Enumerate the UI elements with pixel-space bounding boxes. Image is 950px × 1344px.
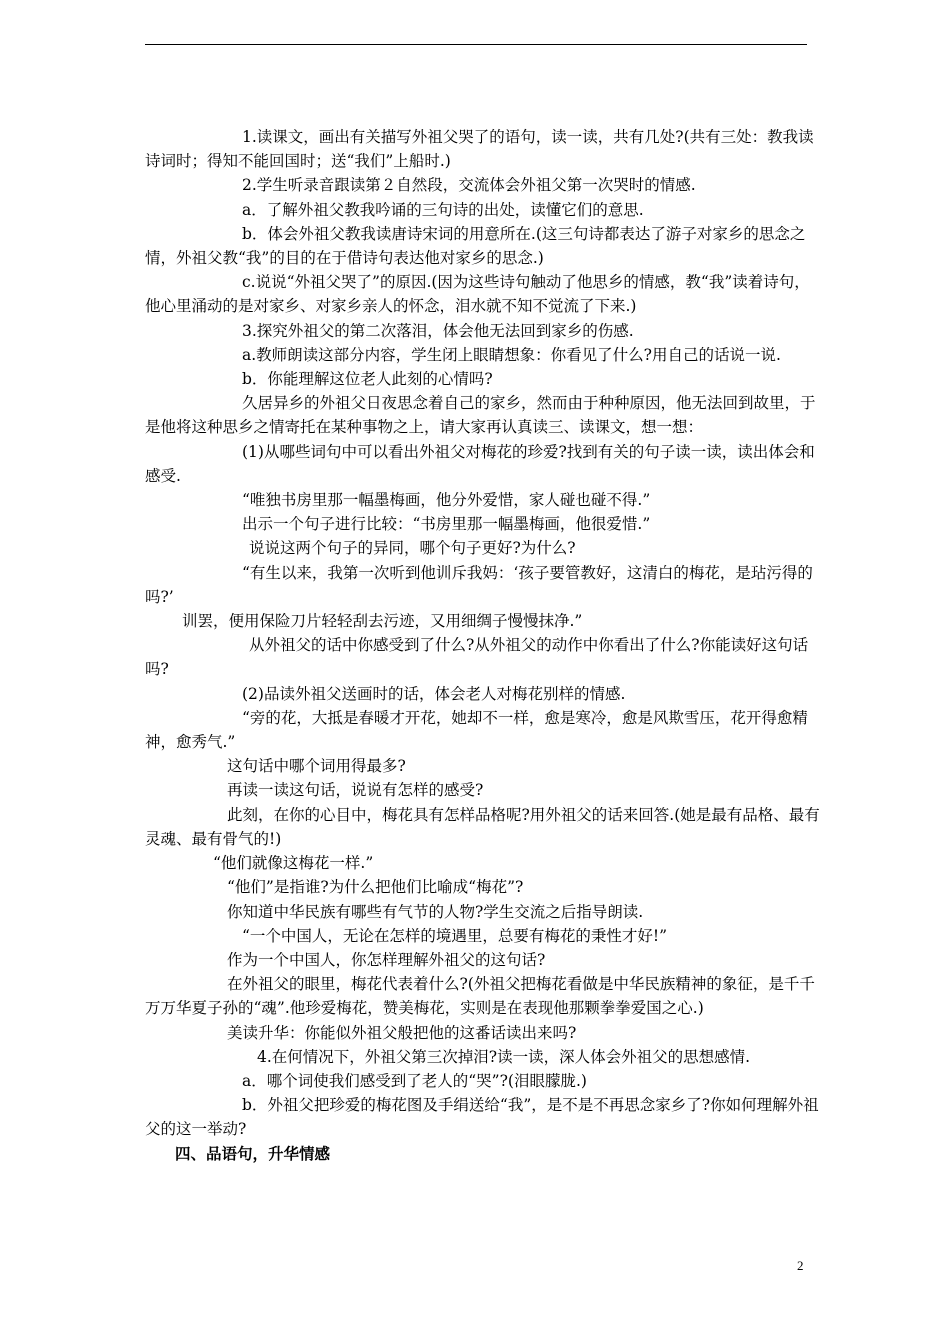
paragraph: 4.在何情况下，外祖父第三次掉泪?读一读，深人体会外祖父的思想感情.: [257, 1047, 751, 1066]
paragraph: “他们”是指谁?为什么把他们比喻成“梅花”?: [227, 878, 524, 897]
paragraph: 这句话中哪个词用得最多?: [227, 757, 406, 776]
paragraph: 说说这两个句子的异同，哪个句子更好?为什么?: [249, 539, 576, 558]
paragraph: 3.探究外祖父的第二次落泪，体会他无法回到家乡的伤感.: [242, 321, 634, 340]
paragraph: 你知道中华民族有哪些有气节的人物?学生交流之后指导朗读.: [227, 902, 644, 921]
paragraph: b．你能理解这位老人此刻的心情吗?: [242, 370, 493, 389]
paragraph: 从外祖父的话中你感受到了什么?从外祖父的动作中你看出了什么?你能读好这句话吗?: [145, 636, 809, 679]
paragraph: 再读一读这句话，说说有怎样的感受?: [227, 781, 484, 800]
paragraph: 在外祖父的眼里，梅花代表着什么?(外祖父把梅花看做是中华民族精神的象征，是千千万万华夏子孙的“魂”.他珍爱梅花，赞美梅花，实则是在表现他那颗拳拳爱国之心.): [145, 975, 815, 1018]
header-rule: [145, 44, 807, 45]
paragraph: 美读升华：你能似外祖父般把他的这番话读出来吗?: [227, 1023, 577, 1042]
paragraph: “他们就像这梅花一样.”: [213, 854, 374, 873]
paragraph: 作为一个中国人，你怎样理解外祖父的这句话?: [227, 950, 546, 969]
paragraph: (2)品读外祖父送画时的话，体会老人对梅花别样的情感.: [242, 684, 626, 703]
paragraph: 久居异乡的外祖父日夜思念着自己的家乡，然而由于种种原因，他无法回到故里，于是他将这种思乡之情寄托在某种事物之上，请大家再认真读三、读课文，想一想：: [145, 394, 816, 437]
paragraph: “有生以来，我第一次听到他训斥我妈：‘孩子要管教好，这清白的梅花，是玷污得的吗?’: [145, 563, 813, 606]
document-body: [145, 125, 825, 1166]
page-number: 2: [797, 1258, 804, 1273]
paragraph: a．了解外祖父教我吟诵的三句诗的出处，读懂它们的意思.: [242, 200, 644, 219]
section-heading: 四、品语句，升华情感: [175, 1143, 331, 1163]
paragraph: (1)从哪些词句中可以看出外祖父对梅花的珍爱?找到有关的句子读一读，读出体会和感受.: [145, 442, 815, 485]
paragraph: 1.读课文，画出有关描写外祖父哭了的语句，读一读，共有几处?(共有三处：教我读诗词时；得知不能回国时；送“我们”上船时.): [145, 128, 814, 171]
paragraph: 2.学生听录音跟读第２自然段，交流体会外祖父第一次哭时的情感.: [242, 176, 696, 195]
paragraph: “一个中国人，无论在怎样的境遇里，总要有梅花的秉性才好!”: [242, 926, 668, 945]
paragraph: b．体会外祖父教我读唐诗宋词的用意所在.(这三句诗都表达了游子对家乡的思念之情，外祖父教“我”的目的在于借诗句表达他对家乡的思念.): [145, 224, 806, 268]
paragraph: “旁的花，大抵是春暖才开花，她却不一样，愈是寒冷，愈是风欺雪压，花开得愈精神，愈秀气.”: [145, 708, 808, 752]
paragraph: c.说说“外祖父哭了”的原因.(因为这些诗句触动了他思乡的情感，教“我”读着诗句，他心里涌动的是对家乡、对家乡亲人的怀念，泪水就不知不觉流了下来.): [145, 273, 810, 316]
paragraph: “唯独书房里那一幅墨梅画，他分外爱惜，家人碰也碰不得.”: [242, 491, 651, 510]
paragraph: 此刻，在你的心目中，梅花具有怎样品格呢?用外祖父的话来回答.(她是最有品格、最有灵魂、最有骨气的!): [145, 805, 820, 848]
paragraph: a.教师朗读这部分内容，学生闭上眼睛想象：你看见了什么?用自己的话说一说.: [242, 345, 781, 364]
paragraph: a．哪个词使我们感受到了老人的“哭”?(泪眼朦胧.): [242, 1071, 587, 1090]
paragraph: 出示一个句子进行比较：“书房里那一幅墨梅画，他很爱惜.”: [242, 515, 651, 534]
paragraph: 训罢，便用保险刀片轻轻刮去污迹，又用细绸子慢慢抹净.”: [182, 612, 583, 631]
paragraph: b．外祖父把珍爱的梅花图及手绢送给“我”，是不是不再思念家乡了?你如何理解外祖父的这一举动?: [145, 1096, 819, 1139]
